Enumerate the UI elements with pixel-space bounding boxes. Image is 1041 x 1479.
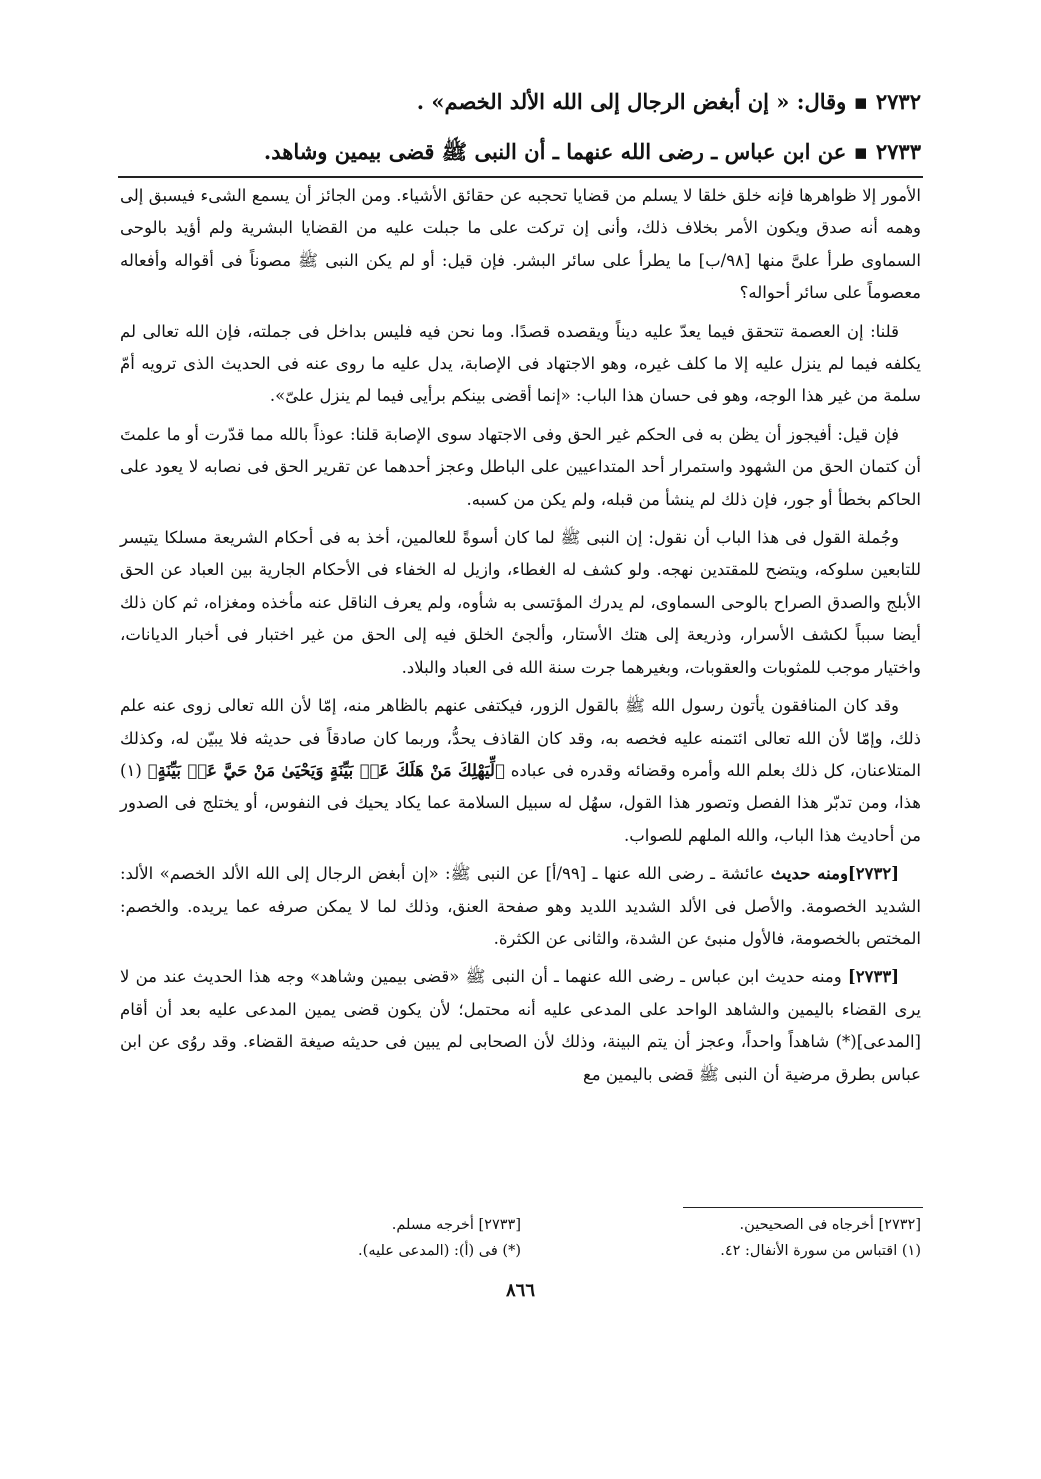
- footnote: [٢٧٣٣] أخرجه مسلم.: [391, 1217, 521, 1233]
- commentary-paragraph: [120, 690, 921, 852]
- hadith-reference: [٢٧٣٣]: [847, 967, 899, 987]
- commentary-paragraph: فإن قيل: أفيجوز أن يظن به فى الحكم غير الحق وفى الاجتهاد سوى الإصابة قلنا: عوذاً بالله مما قدّرت أو ما علمتَ أن كتمان الحق من الشهود واستمرار أحد المتداعيين على الباطل وعجز أحدهما عن تقرير الحق فى نصابه لا يعود على الحاكم بخطأ أو جور، فإن ذلك لم ينشأ من قبله، ولم يكن من كسبه.: [120, 424, 921, 509]
- footnote: (١) اقتباس من سورة الأنفال: ٤٢.: [720, 1243, 921, 1259]
- paragraph-text: وقد كان المنافقون يأتون رسول الله ﷺ بالقول الزور، فيكتفى عنهم بالظاهر منه، إمّا لأن الله تعالى زوى عنه علم ذلك، وإمّا لأن الله تعالى ائتمنه عليه فخصه به، وقد كان القاذف يحدُّ، وربما كان صادقاً فى حديثه فلا يبيّن له، وكذلك المتلاعنان، كل ذلك بعلم الله وأمره وقضائه وقدره فى عباده: [120, 696, 922, 780]
- quran-quote: ﴿لِّيَهْلِكَ مَنْ هَلَكَ عَنۢ بَيِّنَةٍ وَيَحْيَىٰ مَنْ حَيَّ عَنۢ بَيِّنَةٍ﴾: [147, 760, 505, 780]
- paragraph-text: عائشة ـ رضى الله عنها ـ [٩٩/أ] عن النبى ﷺ: «إن أبغض الرجال إلى الله الألد الخصم» الألد: الشديد الخصومة. والأصل فى الألد الشديد اللديد وهو صفحة العنق، وذلك لما لا يمكن صرفه عما يريده. والخصم: المختص بالخصومة، فالأول منبئ عن الشدة، والثانى عن الكثرة.: [120, 864, 921, 948]
- commentary-paragraph: قلنا: إن العصمة تتحقق فيما يعدّ عليه ديناً ويقصده قصدًا. وما نحن فيه فليس بداخل فى جملته، فإن الله تعالى لم يكلفه فيما لم ينزل عليه إلا ما كلف غيره، وهو الاجتهاد فى الإصابة، يدل عليه ما روى عنه فى الحديث الذى ترويه أمّ سلمة من غير هذا الوجه، وهو فى حسان هذا الباب: «إنما أقضى بينكم برأيى فيما لم ينزل علىّ».: [120, 321, 921, 406]
- footnotes-left: [221, 1212, 521, 1264]
- commentary-body: [120, 180, 921, 1097]
- commentary-paragraph: [120, 961, 921, 1091]
- commentary-paragraph: وجُملة القول فى هذا الباب أن نقول: إن النبى ﷺ لما كان أسوةً للعالمين، أخذ به فى أحكام الشريعة مسلكا يتيسر للتابعين سلوكه، ويتضح للمقتدين نهجه. ولو كشف له الغطاء، وازيل له الخفاء فى الأحكام الجارية بين العباد عن الحق الأبلج والصدق الصراح بالوحى السماوى، لم يدرك المؤتسى به شأوه، ولم يعرف الناقل عنه مأخذه ومغزاه، ثم كان ذلك أيضا سبباً لكشف الأسرار، وذريعة إلى هتك الأستار، وألجئ الخلق فيه إلى الحق من غير اختبار فى أخبار الديانات، واختيار موجب للمثوبات والعقوبات، وبغيرهما جرت سنة الله فى العباد والبلاد.: [120, 528, 921, 677]
- footnote: [٢٧٣٢] أخرجاه فى الصحيحين.: [739, 1217, 921, 1233]
- commentary-paragraph: الأمور إلا ظواهرها فإنه خلق خلقا لا يسلم من قضايا تحجبه عن حقائق الأشياء. ومن الجائز أن يسمع الشىء فيسبق إلى وهمه أنه صدق ويكون الأمر بخلاف ذلك، وأنى إن تركت على ما جبلت عليه من القضايا البشرية ولم أؤيد بالوحى السماوى طرأ علىَّ منها [٩٨/ب] ما يطرأ على سائر البشر. فإن قيل: أو لم يكن النبى ﷺ مصوناً فى أقواله وأفعاله معصوماً على سائر أحواله؟: [120, 186, 921, 303]
- section-divider: [118, 176, 923, 178]
- hadith-text: وقال: « إن أبغض الرجال إلى الله الألد الخصم» .: [416, 89, 847, 114]
- paragraph-text: ومنه حديث ابن عباس ـ رضى الله عنهما ـ أن النبى ﷺ «قضى بيمين وشاهد» وجه هذا الحديث عند من لا يرى القضاء باليمين والشاهد الواحد على المدعى عليه أنه محتمل؛ لأن يكون قضى يمين المدعى عليه بعد أن أقام [المدعى](*) شاهداً واحداً، وعجز أن يتم البينة، وذلك لأن الصحابى لم يبين فى حديثه صيغة القضاء. وقد روُى عن ابن عباس بطرق مرضية أن النبى ﷺ قضى باليمين مع: [120, 967, 921, 1084]
- hadith-2733-line: ٢٧٣٣▪ عن ابن عباس ـ رضى الله عنهما ـ أن النبى ﷺ قضى بيمين وشاهد.: [263, 139, 921, 164]
- hadith-number: ٢٧٣٢: [875, 89, 921, 114]
- hadith-text: عن ابن عباس ـ رضى الله عنهما ـ أن النبى ﷺ قضى بيمين وشاهد.: [263, 139, 847, 164]
- hadith-number: ٢٧٣٣: [875, 139, 921, 164]
- paragraph-text: (١) هذا، ومن تدبّر هذا الفصل وتصور هذا القول، سهُل له سبيل السلامة عما يكاد يحيك فى النفوس، أو يختلج فى الصدور من أحاديث هذا الباب، والله الملهم للصواب.: [120, 760, 921, 845]
- footnotes-right: [541, 1212, 921, 1264]
- footnote-divider: [683, 1207, 923, 1208]
- hadith-2732-line: ٢٧٣٢▪ وقال: « إن أبغض الرجال إلى الله الألد الخصم» .: [416, 89, 921, 114]
- footnote: (*) فى (أ): (المدعى عليه).: [358, 1243, 521, 1259]
- page-number: ٨٦٦: [505, 1280, 535, 1301]
- hadith-reference: [٢٧٣٢]ومنه حديث: [770, 864, 899, 884]
- commentary-paragraph: [120, 858, 921, 955]
